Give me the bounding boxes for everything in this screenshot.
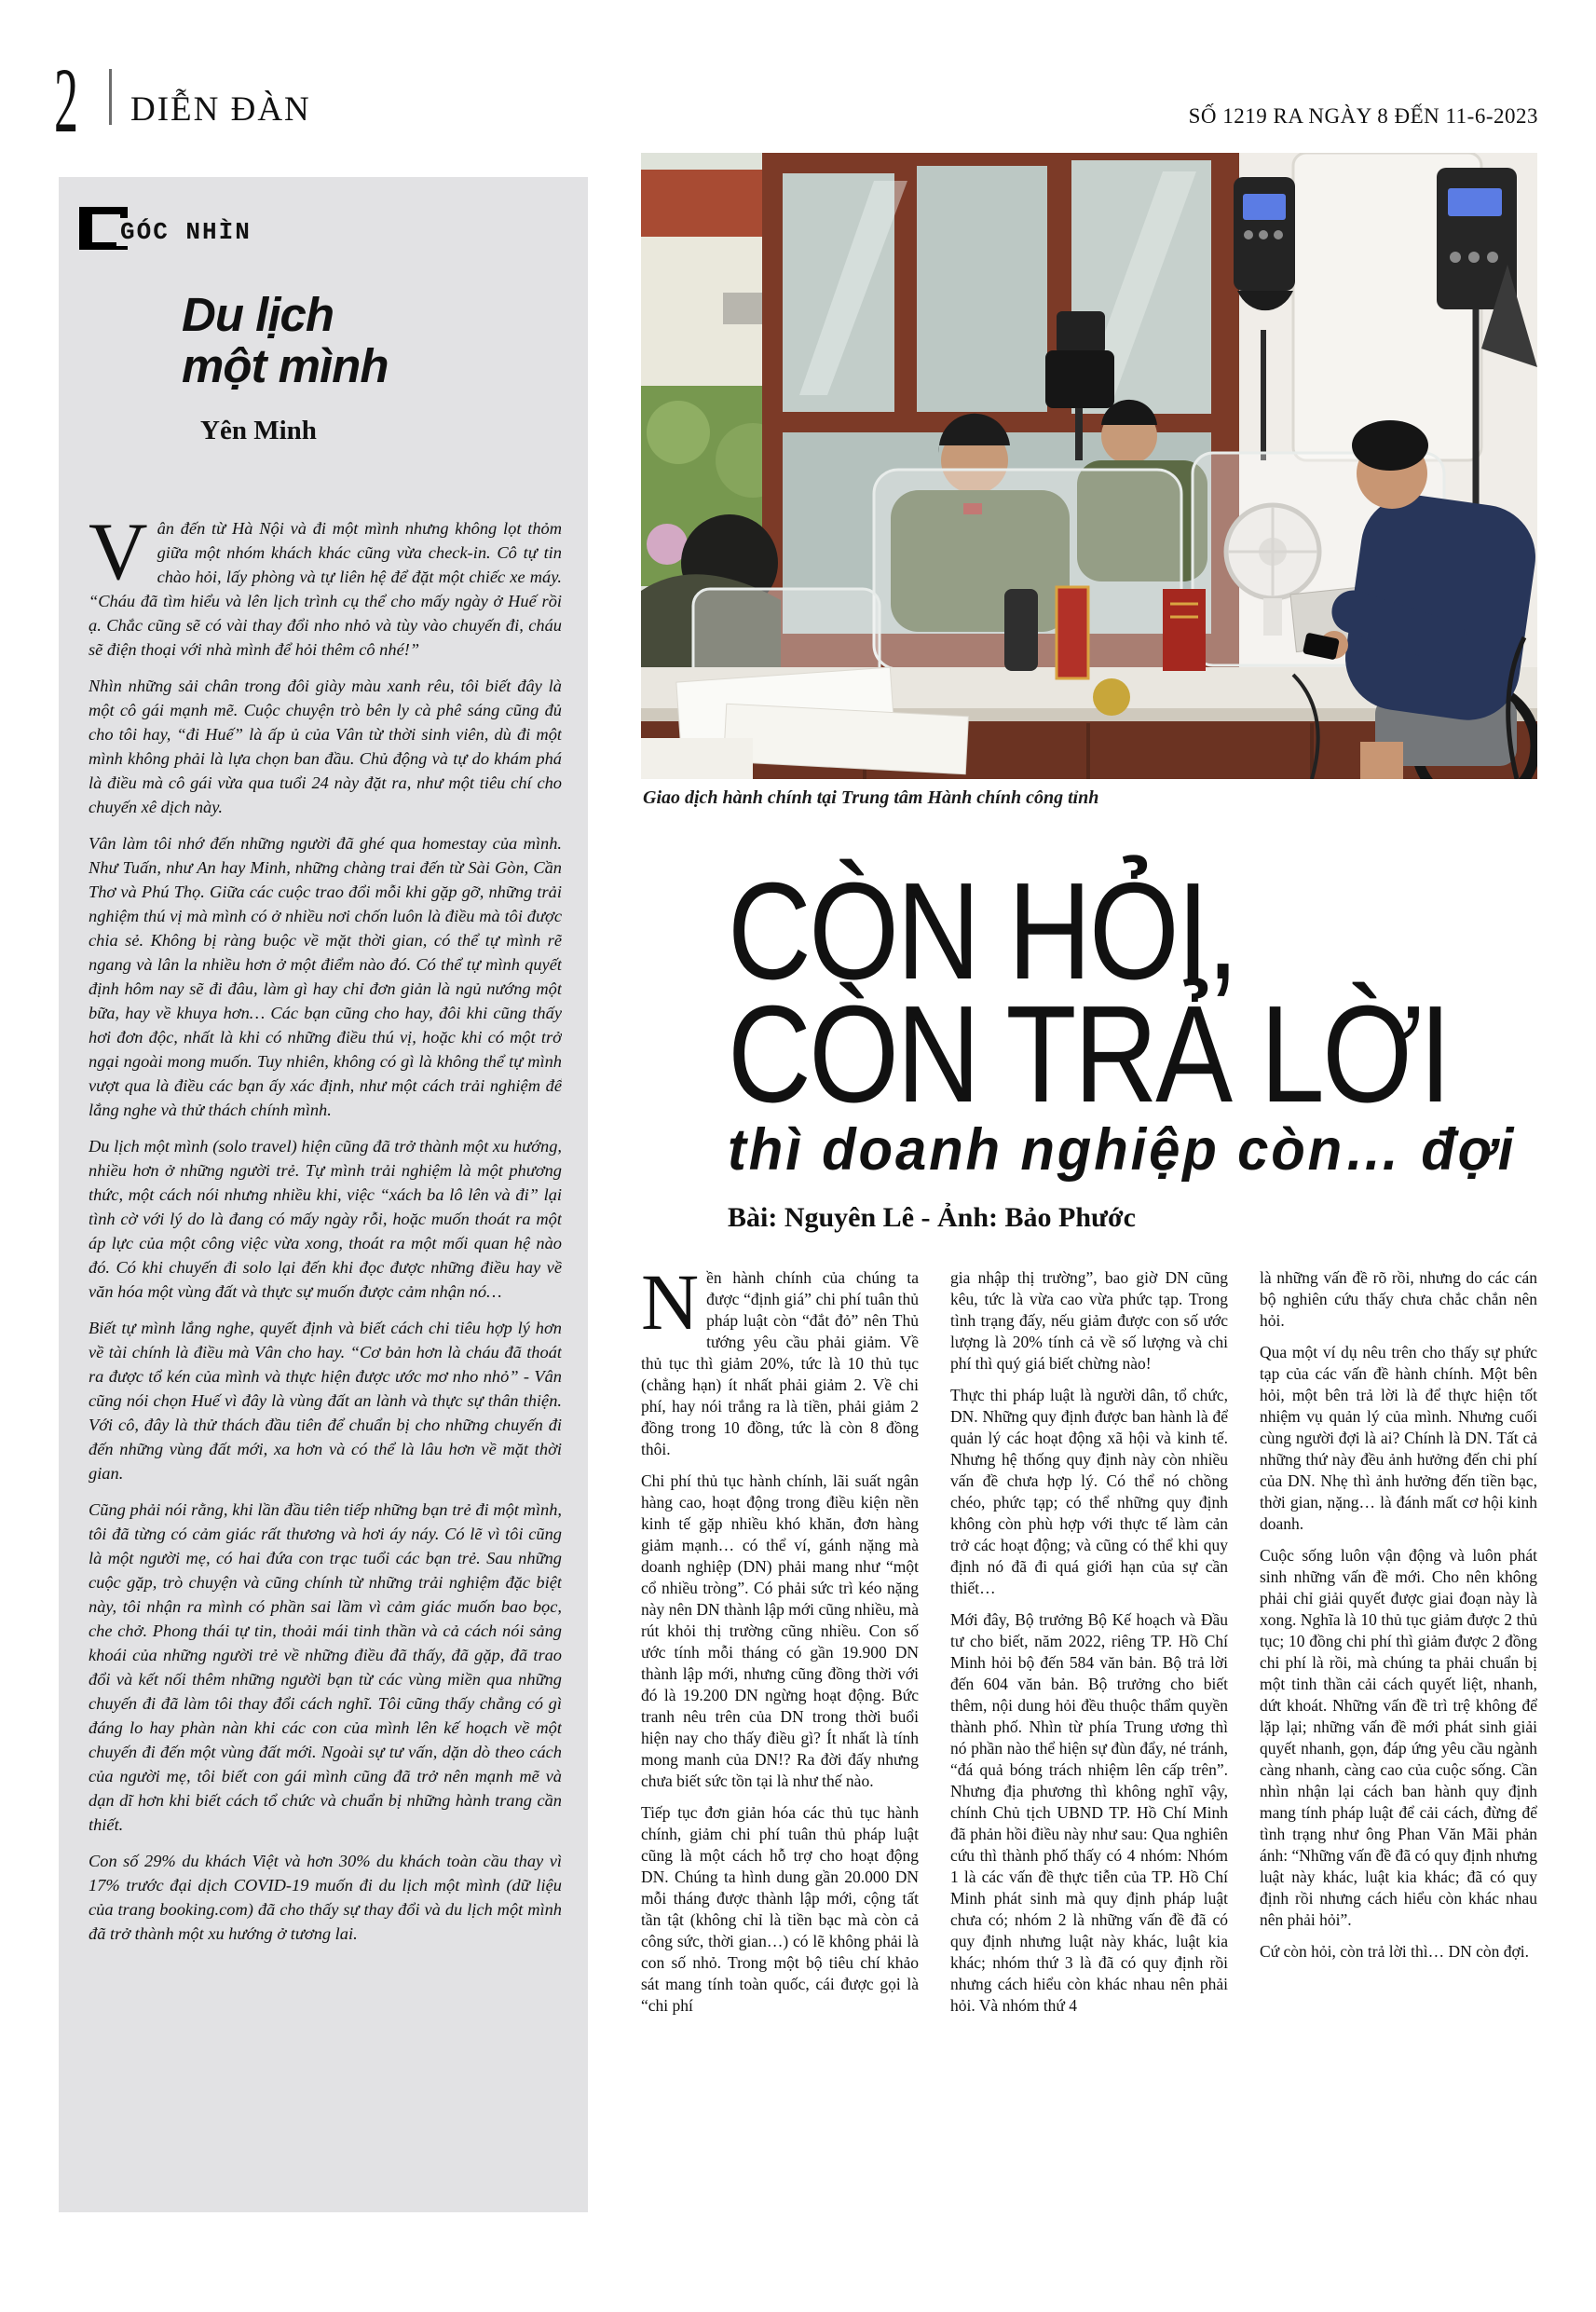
kicker: GÓC NHÌN [116, 218, 255, 246]
article-subhead: thì doanh nghiệp còn… đợi [728, 1117, 1517, 1183]
paragraph: Con số 29% du khách Việt và hơn 30% du khách toàn cầu thay vì 17% trước đại dịch COVID-19 muốn đi du lịch một mình (dữ liệu của trang booking.com) đã cho thấy sự thay đổi và du lịch một mình đã trở thành một xu hướng ở tương lai. [89, 1852, 562, 1943]
paragraph: Mới đây, Bộ trưởng Bộ Kế hoạch và Đầu tư cho biết, năm 2022, riêng TP. Hồ Chí Minh hỏi bộ đến 584 văn bản. Bộ trả lời đến 604 văn bản. Bộ trưởng cho biết thêm, nội dung hỏi đều thuộc thẩm quyền thành phố. Nhìn từ phía Trung ương thì nó phần nào thể hiện sự đùn đẩy, né tránh, “đá quả bóng trách nhiệm lên cấp trên”. Nhưng địa phương thì không nghĩ vậy, chính Chủ tịch UBND TP. Hồ Chí Minh đã phản hồi điều này như sau: Qua nghiên cứu thì thành phố thấy có 4 nhóm: Nhóm 1 là các vấn đề thực tiễn của TP. Hồ Chí Minh phát sinh mà quy định pháp luật chưa có; nhóm 2 là những vấn đề đã có quy định nhưng luật này khác, luật kia khác; nhóm thứ 3 là đã có quy định rồi nhưng cách hiểu còn khác nhau nên phải hỏi. Và nhóm thứ 4 [950, 1610, 1228, 2015]
paragraph: Cũng phải nói rằng, khi lần đầu tiên tiếp những bạn trẻ đi một mình, tôi đã từng có cảm giác rất thương và hơi áy náy. Có lẽ vì tôi cũng là một người mẹ, có hai đứa con trạc tuổi các bạn trẻ. Sau những cuộc gặp, trò chuyện và cũng chính từ những trải nghiệm đặc biệt này, tôi nhận ra mình có phần sai lầm vì cảm giác muốn bao bọc, che chở. Phong thái tự tin, thoải mái tinh thần và cả cách nói sảng khoái của những người trẻ về những điều đã thấy, đã gặp, đã trao đổi và kết nối thêm những người bạn từ các vùng miền qua những chuyến đi đã làm tôi thay đổi cách nghĩ. Tôi cũng thấy chẳng có gì đáng lo hay phàn nàn khi các con của mình lên kế hoạch về một chuyến đi đến một vùng đất mới. Ngoài sự tư vấn, dặn dò theo cách của người mẹ, tôi biết con gái mình cũng đã trở nên mạnh mẽ và dạn dĩ hơn khi biết cách tổ chức và chuẩn bị những hành trang cần thiết. [89, 1500, 562, 1834]
article-photo [641, 153, 1537, 779]
body-column-3 [1260, 1267, 1537, 2216]
paragraph [89, 516, 562, 662]
opinion-title [182, 289, 388, 391]
paragraph: Thực thi pháp luật là người dân, tổ chức, DN. Những quy định được ban hành là để quản lý các hoạt động xã hội và kinh tế. Nhưng hệ thống quy định này còn nhiều vấn đề chưa hợp lý. Có thể nó chồng chéo, phức tạp; có thể những quy định không còn phù hợp với thực tế làm cản trở các hoạt động; và cũng có thể khi quy định nó đã đi quá giới hạn của sự cần thiết… [950, 1386, 1228, 1597]
paragraph: Cuộc sống luôn vận động và luôn phát sinh những vấn đề mới. Cho nên không phải chỉ giải quyết được giai đoạn này là xong. Nghĩa là 10 thủ tục giảm được 2 thủ tục; 10 đồng chi phí thì giảm được 2 đồng chi phí là rồi, mà chúng ta phải chuẩn bị một tinh thần cải cách quyết liệt, nhanh, dứt khoát. Những vấn đề trì trệ không để lặp lại; những vấn đề mới phát sinh giải quyết nhanh, gọn, đáp ứng yêu cầu ngành càng nhanh, càng cao của cuộc sống. Cần nhìn nhận lại cách ban hành quy định mang tính pháp luật để cải cách, đừng để tình trạng như ông Phan Văn Mãi phản ánh: “Những vấn đề đã có quy định nhưng luật này khác, luật kia khác; đã có quy định rồi nhưng cách hiểu còn khác nhau nên phải hỏi”. [1260, 1546, 1537, 1929]
issue-info: SỐ 1219 RA NGÀY 8 ĐẾN 11-6-2023 [1188, 104, 1538, 128]
article-photo-illustration [641, 153, 1537, 779]
section-name: DIỄN ĐÀN [130, 90, 311, 129]
paragraph-text: ền hành chính của chúng ta được “định giá” chi phí tuân thủ pháp luật còn “đắt đỏ” nên Thủ tướng yêu cầu phải giảm. Về thủ tục thì giảm 20%, tức là 10 thủ tục (chẳng hạn) ít nhất phải giảm 2. Về chi phí, hay nói trắng ra là tiền, phải giảm 2 đồng trong 10 đồng, tức là còn 8 đồng thôi. [641, 1268, 919, 1458]
headline-line2: CÒN TRẢ LỜI [728, 978, 1450, 1131]
paragraph: gia nhập thị trường”, bao giờ DN cũng kêu, tức là vừa cao vừa phức tạp. Trong tình trạng đấy, nếu giảm được con số ước lượng là 20% tính cả về số lượng và chi phí thì quý giá biết chừng nào! [950, 1268, 1228, 1373]
body-column-2 [950, 1267, 1228, 2216]
paragraph: Chi phí thủ tục hành chính, lãi suất ngân hàng cao, hoạt động trong điều kiện nền kinh tế gặp nhiều khó khăn, đơn hàng giảm mạnh… có thể ví, gánh nặng mà doanh nghiệp (DN) phải mang như “một cổ nhiều tròng”. Có phải sức trì kéo nặng này nên DN thành lập mới cũng nhiều, mà rút khỏi thị trường cũng nhiều. Con số ước tính mỗi tháng có gần 19.900 DN thành lập mới, nhưng cũng đồng thời với đó là 19.200 DN ngừng hoạt động. Bức tranh nêu trên của DN trong thời buổi hiện nay cho thấy điều gì? Ít nhất là tính mong manh của DN!? Ra đời đấy nhưng chưa biết sức tồn tại là như thế nào. [641, 1471, 919, 1790]
drop-cap: V [89, 516, 148, 597]
drop-cap: N [641, 1267, 700, 1347]
article-headline [728, 855, 1450, 1131]
headline-line1: CÒN HỎI, [728, 855, 1237, 1008]
article-byline: Bài: Nguyên Lê - Ảnh: Bảo Phước [728, 1202, 1136, 1233]
photo-caption: Giao dịch hành chính tại Trung tâm Hành chính công tỉnh [643, 787, 1099, 808]
paragraph [641, 1267, 919, 1460]
opinion-title-line1: Du lịch [182, 288, 334, 341]
header-divider [109, 69, 112, 125]
opinion-body [89, 516, 562, 2194]
opinion-title-line2: một mình [182, 339, 389, 393]
paragraph-text: ân đến từ Hà Nội và đi một mình nhưng không lọt thỏm giữa một nhóm khách khác cũng vừa check-in. Cô tự tin chào hỏi, lấy phòng và tự liên hệ để đặt một chiếc xe máy. “Cháu đã tìm hiểu và lên lịch trình cụ thể cho mấy ngày ở Huế rồi ạ. Chắc cũng sẽ có vài thay đổi nho nhỏ và tùy vào chuyến đi, cháu sẽ điện thoại với nhà mình để hỏi thêm cô nhé!” [89, 519, 562, 659]
paragraph: Biết tự mình lắng nghe, quyết định và biết cách chi tiêu hợp lý hơn về tài chính là điều mà Vân cho hay. “Cơ bản hơn là cháu đã thoát ra được tổ kén của mình và thực hiện được ước mơ nho nhỏ” - Vân cũng nói chọn Huế vì đây là vùng đất an lành và thực sự thân thiện. Với cô, đây là thử thách đầu tiên để chuẩn bị cho những chuyến đi đến những vùng đất mới, xa hơn và có thể là lâu hơn về mặt thời gian. [89, 1319, 562, 1483]
opinion-panel [59, 177, 588, 2212]
paragraph: Nhìn những sải chân trong đôi giày màu xanh rêu, tôi biết đây là một cô gái mạnh mẽ. Cuộc chuyện trò bên ly cà phê sáng cũng đủ cho tôi hay, “đi Huế” là ấp ủ của Vân từ thời sinh viên, dù đi một mình không phải là lựa chọn ban đầu. Chủ động và tự do khám phá là điều mà cô gái vừa qua tuổi 24 này đặt ra, như một tiêu chí cho chuyến xê dịch này. [89, 677, 562, 816]
paragraph: Qua một ví dụ nêu trên cho thấy sự phức tạp của các vấn đề hành chính. Một bên hỏi, một bên trả lời là để thực hiện tốt nhiệm vụ quản lý của mình. Nhưng cuối cùng người đợi là ai? Chính là DN. Tất cả những thứ này đều ảnh hưởng đến chi phí của DN. Nhẹ thì ảnh hưởng đến tiền bạc, thời gian, nặng… là đánh mất cơ hội kinh doanh. [1260, 1343, 1537, 1533]
paragraph: Vân làm tôi nhớ đến những người đã ghé qua homestay của mình. Như Tuấn, như An hay Minh, những chàng trai đến từ Sài Gòn, Cần Thơ và Phú Thọ. Giữa các cuộc trao đổi mỗi khi gặp gỡ, những trải nghiệm thú vị mà mình có ở nhiều nơi chốn luôn là điều mà tôi được chia sẻ. Không bị ràng buộc về mặt thời gian, có thể tự mình rẽ ngang và lân la nhiều hơn ở một điểm nào đó. Có thể tự mình quyết định hôm nay sẽ đi đâu, làm gì hay chỉ đơn giản là ngủ nướng một bữa, hay về khuya hơn… Các bạn cũng cho hay, đôi khi cũng thấy hơi đơn độc, nhất là khi có những điều thú vị, hoặc khi có một trở ngại ngoài mong muốn. Tuy nhiên, không có gì là không thể tự mình vượt qua là điều các bạn ấy xác định, như một cách trải nghiệm để lắng nghe và thử thách chính mình. [89, 834, 562, 1119]
paragraph: Du lịch một mình (solo travel) hiện cũng đã trở thành một xu hướng, nhiều hơn ở những người trẻ. Tự mình trải nghiệm là một phương thức, một cách nói nhưng nhiều khi, việc “xách ba lô lên và đi” lại tình cờ với lý do là đang có mấy ngày rỗi, hoặc muốn thoát ra một áp lực của một công việc vừa xong, thoát ra một mối quan hệ nào đó. Có khi chuyến đi solo lại đến khi đọc được những điều hay về văn hóa một vùng đất và thực sự muốn được cảm nhận nó… [89, 1137, 562, 1301]
page-number: 2 [54, 48, 78, 152]
paragraph: Cứ còn hỏi, còn trả lời thì… DN còn đợi. [1260, 1942, 1529, 1961]
opinion-author: Yên Minh [200, 416, 317, 445]
paragraph: là những vấn đề rõ rồi, nhưng do các cán bộ nghiên cứu thấy chưa chắc chắn nên hỏi. [1260, 1268, 1537, 1330]
paragraph: Tiếp tục đơn giản hóa các thủ tục hành chính, giảm chi phí tuân thủ pháp luật cũng là một cách hỗ trợ cho hoạt động DN. Chúng ta hình dung gần 20.000 DN mỗi tháng được thành lập mới, cộng tất tần tật (không chỉ là tiền bạc mà còn cả công sức, thời gian…) có lẽ không phải là con số nhỏ. Trong một bộ tiêu chí khảo sát mang tính toàn quốc, cái được gọi là “chi phí [641, 1803, 919, 2015]
body-column-1 [641, 1267, 919, 2216]
